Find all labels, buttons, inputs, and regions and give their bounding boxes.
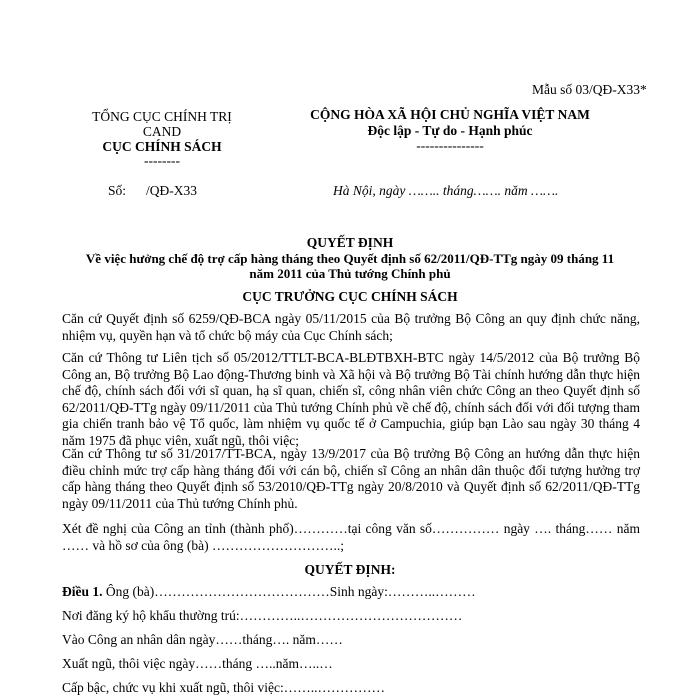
national-motto: Độc lập - Tự do - Hạnh phúc [367, 123, 533, 138]
decision-subject-line2: năm 2011 của Thủ tướng Chính phủ [249, 266, 451, 281]
agency-cand: CAND [142, 124, 182, 139]
form-number: Mẫu số 03/QĐ-X33* [532, 82, 647, 97]
agency-parent: TỔNG CỤC CHÍNH TRỊ [92, 109, 232, 124]
agency-name: CỤC CHÍNH SÁCH [102, 139, 222, 154]
decision-heading: QUYẾT ĐỊNH: [304, 562, 396, 577]
article-1-label: Điều 1. [62, 584, 103, 599]
issuer-title: CỤC TRƯỞNG CỤC CHÍNH SÁCH [242, 289, 458, 304]
enlistment-line: Vào Công an nhân dân ngày……tháng…. năm…… [62, 632, 343, 647]
proposal-paragraph: Xét đề nghị của Công an tỉnh (thành phố)…………tại công văn số…………… ngày …. tháng…… năm …… và hồ sơ của ông (bà) ………………………..; [62, 521, 640, 553]
legal-basis-2: Căn cứ Thông tư Liên tịch số 05/2012/TTLT-BCA-BLĐTBXH-BTC ngày 14/5/2012 của Bộ trưởng Bộ Công an, Bộ trưởng Bộ Lao động-Thương binh và Xã hội và Bộ trưởng Bộ Tài chính hướng dẫn thực hiện chế độ, chính sách đối với sĩ quan, hạ sĩ quan, chiến sĩ, công nhân viên chức Công an theo Quyết định số 62/2011/QĐ-TTg ngày 09/11/2011 của Thủ tướng Chính phủ về chế độ, chính sách đối với đối tượng tham gia chiến tranh bảo vệ Tổ quốc, làm nhiệm vụ quốc tế ở Campuchia, giúp bạn Lào sau ngày 30 tháng 4 năm 1975 đã phục viên, xuất ngũ, thôi việc; [62, 350, 640, 448]
agency-divider: -------- [144, 153, 180, 168]
motto-divider: --------------- [416, 138, 484, 153]
decision-title: QUYẾT ĐỊNH [306, 235, 394, 250]
article-1-line [62, 584, 476, 600]
residence-line: Nơi đăng ký hộ khẩu thường trú:…………..……………………………… [62, 608, 463, 623]
discharge-line: Xuất ngũ, thôi việc ngày……tháng …..năm…..… [62, 656, 333, 671]
rank-line: Cấp bậc, chức vụ khi xuất ngũ, thôi việc:……..…………… [62, 680, 386, 695]
legal-basis-3: Căn cứ Thông tư số 31/2017/TT-BCA, ngày 13/9/2017 của Bộ trưởng Bộ Công an hướng dẫn thực hiện điều chỉnh mức trợ cấp hàng tháng đối với cán bộ, chiến sĩ Công an nhân dân thuộc đối tượng hưởng trợ cấp hàng tháng theo Quyết định số 53/2010/QĐ-TTg ngày 20/8/2010 và Quyết định số 62/2011/QĐ-TTg ngày 09/11/2011 của Thủ tướng Chính phủ. [62, 446, 640, 511]
doc-number-code: /QĐ-X33 [146, 183, 197, 198]
decision-subject-line1: Về việc hưởng chế độ trợ cấp hàng tháng theo Quyết định số 62/2011/QĐ-TTg ngày 09 tháng 11 [85, 251, 615, 266]
place-date: Hà Nội, ngày …….. tháng……. năm ……. [333, 183, 559, 198]
national-title: CỘNG HÒA XÃ HỘI CHỦ NGHĨA VIỆT NAM [310, 107, 590, 122]
article-1-text: Ông (bà)…………………………………Sinh ngày:………..……… [102, 584, 476, 599]
doc-number-label: Số: [108, 183, 127, 198]
legal-basis-1: Căn cứ Quyết định số 6259/QĐ-BCA ngày 05/11/2015 của Bộ trưởng Bộ Công an quy định chức năng, nhiệm vụ, quyền hạn và tổ chức bộ máy của Cục Chính sách; [62, 311, 640, 343]
